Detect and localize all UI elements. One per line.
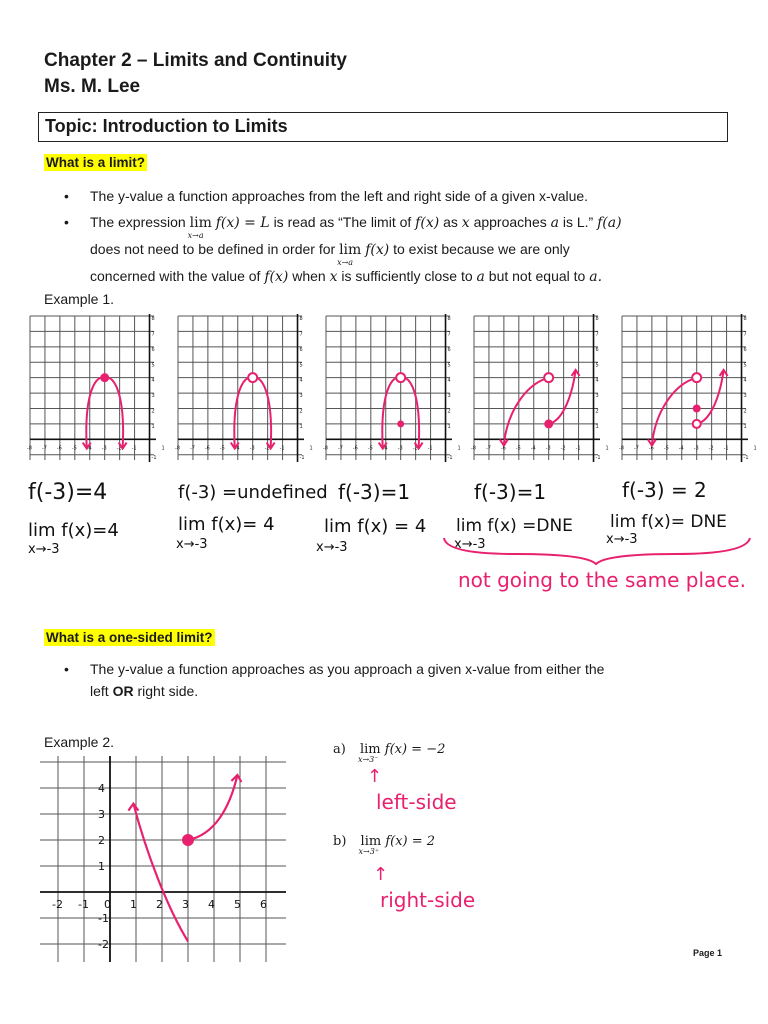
y-tick-label: 6 [595,346,599,353]
y-tick-label: 8 [447,316,451,322]
x-tick-label: -8 [471,445,476,452]
teacher-line: Ms. M. Lee [44,76,141,97]
lim-symbol [187,210,212,240]
bullet-text: The y-value a function approaches from the left and right side of a given x-value. [90,188,589,204]
bullet-list-1 [64,183,714,290]
x-tick-label: -3 [101,445,107,452]
y-tick-label: 4 [595,377,599,384]
math-expr: x [329,269,338,285]
x-tick-label: 4 [208,898,215,911]
y-tick-label: 1 [299,423,303,430]
x-tick-label: -4 [530,445,536,452]
lim-2: lim f(x)= 4 [178,514,275,535]
y-tick-label: 1 [151,423,155,430]
y-tick-label: 3 [743,393,747,400]
y-tick-label: 6 [447,346,451,353]
lim-symbol [357,742,381,764]
bullet-text: to exist because we are only [393,241,570,257]
y-tick-label: 6 [299,346,303,353]
math-expr: f(x) [264,269,289,285]
fval-1: f(-3)=4 [28,480,108,505]
lim-sub: x→3⁻ [357,755,379,764]
y-tick-label: 7 [447,331,451,338]
x-tick-label: -5 [219,445,225,452]
left-branch [504,378,549,446]
x-tick-label: -3 [545,445,551,452]
x-tick-label: -7 [633,445,639,452]
right-side-note: right-side [380,888,476,912]
bullet-list-2 [64,658,724,702]
x-tick-label: -4 [678,445,684,452]
bullet-text: is L.” [562,214,594,230]
expr-b [333,834,436,856]
fval-3: f(-3)=1 [338,480,411,504]
right-arrow-icon: ↑ [373,864,389,885]
x-tick-label: -6 [352,445,358,452]
bullet-text: is read as “The limit of [273,214,412,230]
x-tick-label: -3 [693,445,699,452]
open-point [692,373,701,382]
chapter-line: Chapter 2 – Limits and Continuity [44,50,347,71]
bullet-dot-icon: • [64,661,69,677]
x-tick-label: -8 [27,445,32,452]
y-tick-label: 4 [151,377,155,384]
left-branch [652,378,697,446]
y-tick-label: 2 [299,408,303,415]
y-tick-label: 7 [743,331,747,338]
math-expr: f(x) [415,215,440,231]
x-tick-label: -6 [648,445,654,452]
bullet-dot-icon: • [64,214,69,230]
y-tick-label: 2 [98,834,105,847]
y-tick-label: -1 [447,454,453,461]
x-tick-label: 1 [161,445,165,452]
x-tick-label: 1 [309,445,313,452]
right-branch [188,775,237,840]
graph-4 [471,314,609,462]
y-tick-label: 5 [595,362,599,369]
left-branch [133,804,188,942]
y-tick-label: 5 [299,362,303,369]
bullet-text: left [90,683,109,699]
filled-point [693,405,701,413]
y-tick-label: 2 [447,408,451,415]
x-tick-label: -8 [175,445,180,452]
x-tick-label: -4 [382,445,388,452]
y-tick-label: -1 [743,454,749,461]
y-tick-label: 1 [447,423,451,430]
y-tick-label: 1 [743,423,747,430]
math-expr: x [461,215,470,231]
x-tick-label: -7 [41,445,47,452]
x-tick-label: -8 [323,445,328,452]
bullet-text: right side. [137,683,199,699]
x-tick-label: -4 [234,445,240,452]
x-tick-label: -2 [116,445,122,452]
y-tick-label: 8 [299,316,303,322]
x-tick-label: -2 [264,445,270,452]
bullet-text: but not equal to [488,268,586,284]
section-heading-limit [44,154,147,172]
x-tick-label: 5 [234,898,241,911]
x-tick-label: -1 [575,445,581,452]
x-tick-label: -2 [52,898,63,911]
limsub-5: x→-3 [606,532,638,547]
x-tick-label: -1 [723,445,729,452]
y-tick-label: 8 [595,316,599,322]
x-tick-label: 0 [104,898,111,911]
y-tick-label: 7 [151,331,155,338]
math-expr: f(a) [597,215,622,231]
y-tick-label: 4 [743,377,747,384]
open-point [396,373,405,382]
section-heading-one-sided [44,629,215,647]
bullet-text: does not need to be defined in order for [90,241,336,257]
x-tick-label: -6 [56,445,62,452]
y-tick-label: 3 [98,808,105,821]
math-expr: f(x) = −2 [384,742,446,757]
graph-2 [175,314,313,462]
math-expr: f(x) = L [215,215,270,231]
x-tick-label: -1 [279,445,285,452]
lim-sub: x→3⁺ [358,847,380,856]
y-tick-label: 2 [595,408,599,415]
y-tick-label: 2 [743,408,747,415]
x-tick-label: -2 [560,445,566,452]
y-tick-label: -1 [98,912,109,925]
x-tick-label: -8 [619,445,624,452]
lim-word: lim [359,742,381,757]
y-tick-label: -1 [151,454,157,461]
lim-symbol [337,237,362,267]
x-tick-label: 2 [156,898,163,911]
limsub-4: x→-3 [454,537,486,552]
y-tick-label: 5 [151,362,155,369]
y-tick-label: 4 [299,377,303,384]
y-tick-label: 5 [447,362,451,369]
x-tick-label: 6 [260,898,267,911]
y-tick-label: 4 [98,782,105,795]
x-tick-label: -5 [71,445,77,452]
fval-4: f(-3)=1 [474,480,547,504]
bullet-text: The y-value a function approaches as you approach a given x-value from either the [90,661,605,677]
math-expr: a [550,215,559,231]
bullet-text: is sufficiently close to [341,268,473,284]
fval-5: f(-3) = 2 [622,478,707,502]
y-tick-label: -2 [98,938,109,951]
topic-box [38,112,728,142]
math-expr: a [476,269,485,285]
x-tick-label: 1 [130,898,137,911]
bullet-item [64,658,724,702]
expr-label: a) [333,742,346,757]
example2-graph [40,756,290,964]
example1-graphs [0,312,768,472]
bullet-item [64,209,714,240]
page-number: Page 1 [692,948,722,958]
bullet-text: The expression [90,214,186,230]
open-point [248,373,257,382]
x-tick-label: 3 [182,898,189,911]
y-tick-label: 8 [743,316,747,322]
x-tick-label: -2 [412,445,418,452]
lim-4: lim f(x) =DNE [456,516,573,536]
x-tick-label: -6 [500,445,506,452]
math-expr: a. [589,269,603,285]
y-tick-label: 7 [595,331,599,338]
x-tick-label: -3 [249,445,255,452]
bullet-continuation [64,236,714,267]
x-tick-label: 1 [605,445,609,452]
x-tick-label: 1 [753,445,757,452]
example1-label: Example 1. [44,291,115,307]
chapter-title [44,48,347,100]
y-tick-label: 6 [151,346,155,353]
lim-1: lim f(x)=4 [28,520,119,541]
limsub-3: x→-3 [316,540,348,555]
graph-3 [323,314,461,462]
left-side-note: left-side [376,790,457,814]
x-tick-label: -1 [427,445,433,452]
dne-note: not going to the same place. [458,568,746,592]
lim-sub: x→a [337,258,354,267]
y-tick-label: 3 [299,393,303,400]
bullet-text: when [292,268,326,284]
heading-text: What is a one-sided limit? [46,630,213,645]
y-tick-label: 3 [595,393,599,400]
bullet-continuation [64,263,714,290]
bullet-emphasis: OR [112,683,134,699]
x-tick-label: -1 [78,898,89,911]
example2-label: Example 2. [44,734,115,750]
y-tick-label: 5 [743,362,747,369]
filled-point [100,373,109,382]
x-tick-label: 1 [457,445,461,452]
heading-text: What is a limit? [46,155,146,170]
filled-point [182,834,194,846]
lim-word: lim [339,242,362,258]
y-tick-label: 6 [743,346,747,353]
bullet-text: as [443,214,458,230]
bullet-item [64,183,714,209]
y-tick-label: -1 [299,454,305,461]
lim-5: lim f(x)= DNE [610,512,727,532]
y-tick-label: 1 [98,860,105,873]
x-tick-label: -7 [337,445,343,452]
y-tick-label: 3 [151,393,155,400]
x-tick-label: -5 [515,445,521,452]
lim-3: lim f(x) = 4 [324,516,427,537]
fval-2: f(-3) =undefined [178,482,328,503]
math-expr: f(x) = 2 [385,834,436,849]
lim-symbol [358,834,382,856]
x-tick-label: -4 [86,445,92,452]
graph-1 [27,314,165,462]
left-arrow-icon: ↑ [367,766,383,787]
y-tick-label: 1 [595,423,599,430]
dne-brace [436,536,766,566]
lim-word: lim [360,834,382,849]
y-tick-label: 2 [151,408,155,415]
x-tick-label: -1 [131,445,137,452]
x-tick-label: -2 [708,445,714,452]
y-tick-label: 8 [151,316,155,322]
bullet-text: concerned with the value of [90,268,261,284]
limsub-2: x→-3 [176,537,208,552]
x-tick-label: -5 [663,445,669,452]
bullet-text: approaches [473,214,547,230]
y-tick-label: 4 [447,377,451,384]
lim-word: lim [189,215,212,231]
y-tick-label: 7 [299,331,303,338]
bullet-dot-icon: • [64,188,69,204]
filled-point [397,420,404,427]
expr-a [333,742,446,764]
open-point [544,373,553,382]
x-tick-label: -6 [204,445,210,452]
filled-point [544,419,553,428]
x-tick-label: -3 [397,445,403,452]
y-tick-label: 3 [447,393,451,400]
topic-title: Topic: Introduction to Limits [45,116,288,136]
open-point [693,420,701,428]
limsub-1: x→-3 [28,542,60,557]
x-tick-label: -5 [367,445,373,452]
x-tick-label: -7 [485,445,491,452]
x-tick-label: -7 [189,445,195,452]
graph-5 [619,314,757,462]
math-expr: f(x) [365,242,390,258]
brace-path [444,538,750,564]
lim-sub: x→a [187,231,204,240]
y-tick-label: -1 [595,454,601,461]
expr-label: b) [333,834,347,849]
